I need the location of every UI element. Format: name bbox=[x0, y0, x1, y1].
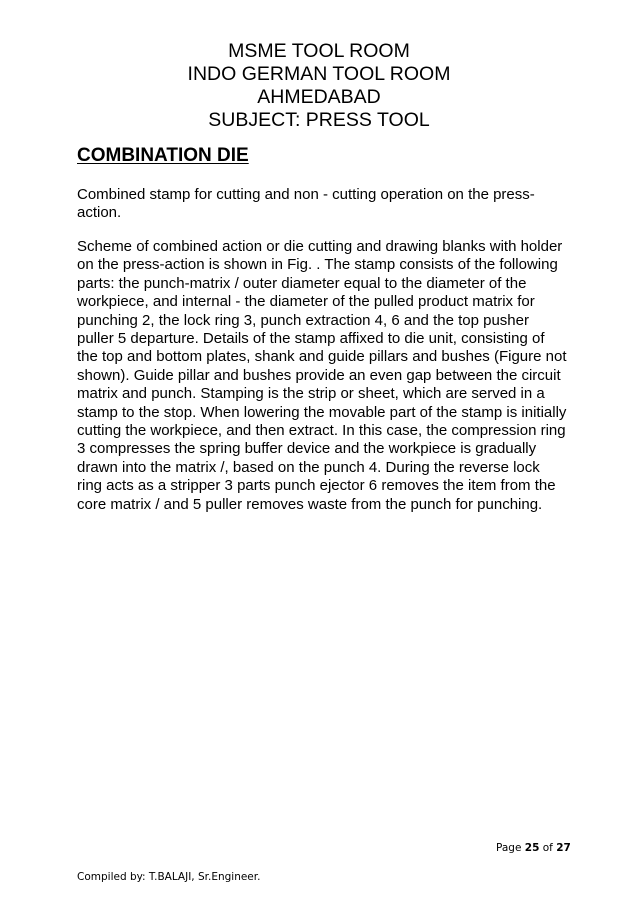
body-paragraph: Scheme of combined action or die cutting and drawing blanks with holder on the press-action is shown in Fig. . The stamp consists of the following parts: the punch-matrix / outer diameter equal to the diameter of the workpiece, and internal - the diameter of the pulled product matrix for punching 2, the lock ring 3, punch extraction 4, 6 and the top pusher puller 5 departure. Details of the stamp affixed to die unit, consisting of the top and bottom plates, shank and guide pillars and bushes (Figure not shown). Guide pillar and bushes provide an even gap between the circuit matrix and punch. Stamping is the strip or sheet, which are served in a stamp to the stop. When lowering the movable part of the stamp is initially cutting the workpiece, and then extract. In this case, the compression ring 3 compresses the spring buffer device and the workpiece is gradually drawn into the matrix /, based on the punch 4. During the reverse lock ring acts as a stripper 3 parts punch ejector 6 removes the item from the core matrix / and 5 puller removes waste from the punch for punching. bbox=[77, 238, 567, 513]
header-organization: MSME TOOL ROOM bbox=[228, 40, 410, 62]
intro-paragraph: Combined stamp for cutting and non - cutting operation on the press-action. bbox=[77, 186, 535, 222]
document-header bbox=[0, 40, 638, 132]
section-title: COMBINATION DIE bbox=[77, 145, 249, 166]
page-total: 27 bbox=[556, 842, 571, 854]
header-subject: SUBJECT: PRESS TOOL bbox=[208, 109, 430, 131]
page-prefix: Page bbox=[496, 842, 525, 854]
header-institute: INDO GERMAN TOOL ROOM bbox=[187, 63, 451, 85]
header-city: AHMEDABAD bbox=[257, 86, 381, 108]
page-of: of bbox=[539, 842, 557, 854]
page-current: 25 bbox=[524, 842, 540, 854]
page-number bbox=[496, 842, 571, 854]
compiled-by: Compiled by: T.BALAJI, Sr.Engineer. bbox=[77, 871, 261, 883]
